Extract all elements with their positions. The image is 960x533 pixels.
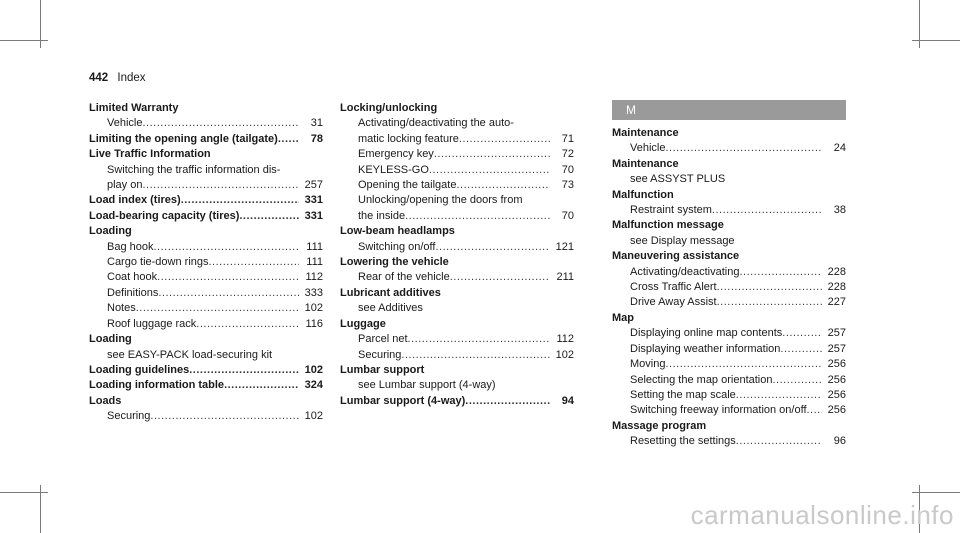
page-ref: 256: [827, 373, 846, 386]
subentry-term: KEYLESS-GO: [358, 163, 429, 176]
subentry-term: Vehicle: [107, 117, 143, 130]
subentry-term: Activating/deactivating: [630, 265, 740, 278]
index-entry-heading: Limited Warranty: [89, 102, 179, 114]
index-entry-heading: Loading: [89, 333, 132, 346]
page-ref: 256: [827, 358, 846, 371]
leader-dots: [239, 209, 299, 224]
entry-term: Lumbar support (4-way): [340, 394, 466, 407]
page-ref: 111: [306, 256, 323, 269]
index-entry-heading: [89, 132, 323, 147]
index-subentry: Activating/deactivating the auto-: [358, 117, 514, 130]
leader-dots: [158, 286, 299, 301]
entry-term: Loading guidelines: [89, 363, 190, 376]
leader-dots: [224, 378, 299, 393]
page-ref: 78: [310, 132, 323, 145]
index-entry-heading: Malfunction: [612, 188, 674, 201]
subentry-term: Securing: [358, 348, 402, 361]
index-entry-heading: Low-beam headlamps: [340, 225, 455, 238]
index-entry: [89, 193, 323, 208]
page-ref: 102: [555, 348, 574, 361]
index-subentry: [340, 178, 574, 193]
leader-dots: [712, 203, 822, 218]
index-entry-heading: Luggage: [340, 317, 386, 330]
leader-dots: [717, 295, 822, 310]
leader-dots: [782, 326, 822, 341]
subentry-term: Vehicle: [630, 142, 666, 155]
index-subentry: see Lumbar support (4-way): [358, 379, 496, 392]
index-letter-bar: M: [612, 100, 846, 120]
leader-dots: [665, 141, 822, 156]
index-subentry: Unlocking/opening the doors from: [358, 194, 523, 207]
index-subentry: [340, 209, 574, 224]
subentry-term: Coat hook: [107, 271, 158, 284]
index-entry-heading: [89, 193, 323, 208]
index-entry-heading: [89, 378, 323, 393]
index-subentry: [612, 280, 846, 295]
leader-dots: [665, 357, 822, 372]
subentry-term: Selecting the map orientation: [630, 373, 773, 386]
index-subentry: see Additives: [358, 302, 423, 315]
page-ref: 72: [561, 148, 574, 161]
entry-term: Limiting the opening angle (tailgate): [89, 132, 278, 145]
page-ref: 71: [561, 132, 574, 145]
index-entry: [612, 126, 846, 157]
subentry-term: Notes: [107, 302, 136, 315]
watermark: carmanualsonline.info: [690, 500, 954, 530]
page-ref: 257: [827, 342, 846, 355]
leader-dots: [136, 301, 299, 316]
page-ref: 111: [306, 240, 323, 253]
subentry-term: Displaying online map contents: [630, 327, 783, 340]
page-ref: 102: [304, 410, 323, 423]
index-subentry: [612, 373, 846, 388]
page-ref: 228: [827, 281, 846, 294]
page-ref: 102: [304, 363, 323, 376]
section-title: Index: [117, 72, 146, 84]
leader-dots: [408, 332, 550, 347]
index-column-2: [340, 101, 574, 409]
page-ref: 112: [305, 271, 323, 284]
index-entry: [89, 332, 323, 363]
index-subentry: [340, 332, 574, 347]
page-ref: 121: [555, 240, 574, 253]
index-subentry: [89, 301, 323, 316]
page-ref: 73: [561, 179, 574, 192]
page-ref: 331: [304, 194, 323, 207]
index-entry: [612, 188, 846, 219]
leader-dots: [150, 409, 299, 424]
page-ref: 96: [833, 435, 846, 448]
leader-dots: [736, 434, 822, 449]
leader-dots: [401, 348, 550, 363]
index-entry: [612, 419, 846, 450]
subentry-term: Parcel net: [358, 333, 408, 346]
index-entry: [89, 224, 323, 332]
leader-dots: [196, 317, 299, 332]
page-header: [89, 72, 146, 84]
index-subentry: [89, 116, 323, 131]
entry-term: Load index (tires): [89, 194, 181, 207]
index-subentry: [89, 317, 323, 332]
page-ref: 257: [827, 327, 846, 340]
leader-dots: [450, 270, 550, 285]
subentry-term: Rear of the vehicle: [358, 271, 450, 284]
subentry-term: Moving: [630, 358, 666, 371]
index-entry: [340, 363, 574, 394]
index-entry-heading: Maneuvering assistance: [612, 250, 740, 263]
index-subentry: [340, 270, 574, 285]
page-ref: 70: [561, 163, 574, 176]
index-subentry: [612, 434, 846, 449]
leader-dots: [189, 363, 299, 378]
index-column-1: [89, 101, 323, 425]
subentry-term: Securing: [107, 410, 151, 423]
subentry-term: the inside: [358, 209, 406, 222]
subentry-term: Drive Away Assist: [630, 296, 717, 309]
subentry-term: Cargo tie-down rings: [107, 256, 209, 269]
crop-mark: [0, 492, 48, 493]
crop-mark: [0, 40, 48, 41]
subentry-term: Restraint system: [630, 204, 712, 217]
index-entry-heading: Maintenance: [612, 127, 679, 139]
leader-dots: [181, 193, 299, 208]
leader-dots: [153, 240, 299, 255]
page-ref: 256: [827, 388, 846, 401]
index-entry-heading: Loads: [89, 394, 122, 407]
leader-dots: [456, 178, 550, 193]
index-subentry: [340, 240, 574, 255]
subentry-term: Emergency key: [358, 148, 434, 161]
index-entry: [340, 394, 574, 409]
index-subentry: [340, 147, 574, 162]
index-entry: [89, 394, 323, 425]
leader-dots: [739, 265, 822, 280]
index-entry-heading: Loading: [89, 225, 132, 238]
page-ref: 38: [833, 204, 846, 217]
index-subentry: see ASSYST PLUS: [630, 173, 726, 186]
index-subentry: [89, 270, 323, 285]
index-subentry: Switching the traffic information dis-: [107, 163, 281, 176]
leader-dots: [434, 147, 550, 162]
index-subentry: [612, 357, 846, 372]
page-ref: 70: [561, 209, 574, 222]
page-ref: 228: [827, 265, 846, 278]
page-ref: 31: [310, 117, 323, 130]
index-entry: [89, 147, 323, 193]
page-ref: 24: [833, 142, 846, 155]
index-entry: [612, 218, 846, 249]
index-entry-heading: [89, 363, 323, 378]
entry-term: Loading information table: [89, 379, 225, 392]
index-entry: [89, 378, 323, 393]
subentry-term: play on: [107, 179, 143, 192]
index-subentry: see EASY-PACK load-securing kit: [107, 348, 273, 361]
page-ref: 102: [304, 302, 323, 315]
index-subentry: [89, 286, 323, 301]
leader-dots: [405, 209, 550, 224]
index-entry: [612, 249, 846, 311]
subentry-term: Switching on/off: [358, 240, 436, 253]
subentry-term: Setting the map scale: [630, 388, 736, 401]
index-entry-heading: Lumbar support: [340, 363, 425, 376]
leader-dots: [278, 132, 299, 147]
index-entry: [340, 317, 574, 363]
page-ref: 331: [304, 209, 323, 222]
subentry-term: Bag hook: [107, 240, 154, 253]
leader-dots: [429, 163, 550, 178]
subentry-term: Roof luggage rack: [107, 317, 197, 330]
subentry-term: Displaying weather information: [630, 342, 781, 355]
index-entry-heading: Massage program: [612, 419, 707, 432]
index-subentry: [612, 326, 846, 341]
subentry-term: Definitions: [107, 286, 159, 299]
leader-dots: [459, 132, 550, 147]
index-column-3: [612, 101, 846, 450]
index-entry: [340, 286, 574, 317]
index-entry: [89, 101, 323, 132]
subentry-term: Cross Traffic Alert: [630, 281, 717, 294]
subentry-term: matic locking feature: [358, 132, 459, 145]
index-subentry: [89, 255, 323, 270]
index-subentry: [340, 132, 574, 147]
index-entry: [89, 132, 323, 147]
index-entry-heading: Maintenance: [612, 157, 679, 170]
index-subentry: [612, 388, 846, 403]
leader-dots: [780, 342, 822, 357]
index-subentry: [612, 203, 846, 218]
leader-dots: [142, 178, 299, 193]
entry-term: Load-bearing capacity (tires): [89, 209, 240, 222]
leader-dots: [142, 116, 299, 131]
subentry-term: Switching freeway information on/off: [630, 404, 807, 417]
index-subentry: [89, 240, 323, 255]
index-entry-heading: Malfunction message: [612, 219, 724, 232]
crop-mark: [912, 40, 960, 41]
leader-dots: [209, 255, 300, 270]
leader-dots: [717, 280, 822, 295]
index-entry-heading: Map: [612, 311, 634, 324]
page-ref: 324: [304, 379, 323, 392]
index-entry: [340, 255, 574, 286]
subentry-term: Resetting the settings: [630, 435, 736, 448]
index-subentry: [612, 295, 846, 310]
page-ref: 227: [827, 296, 846, 309]
index-entry-heading: Lubricant additives: [340, 286, 441, 299]
leader-dots: [435, 240, 550, 255]
index-subentry: [89, 178, 323, 193]
page-number: 442: [89, 72, 109, 84]
subentry-term: Opening the tailgate: [358, 179, 457, 192]
index-subentry: [612, 141, 846, 156]
page-ref: 112: [556, 333, 574, 346]
page-ref: 256: [827, 404, 846, 417]
index-entry-heading: Locking/unlocking: [340, 102, 438, 114]
index-subentry: [340, 163, 574, 178]
index-entry-heading: Live Traffic Information: [89, 148, 211, 161]
index-entry: [340, 224, 574, 255]
index-subentry: [89, 409, 323, 424]
leader-dots: [157, 270, 299, 285]
leader-dots: [736, 388, 822, 403]
page-ref: 257: [304, 179, 323, 192]
crop-mark: [912, 492, 960, 493]
index-entry-heading: Lowering the vehicle: [340, 256, 449, 269]
index-subentry: [340, 348, 574, 363]
leader-dots: [807, 403, 823, 418]
index-entry: [89, 363, 323, 378]
index-entry: [340, 101, 574, 224]
index-entry: [89, 209, 323, 224]
page-ref: 333: [304, 286, 323, 299]
index-subentry: [612, 342, 846, 357]
leader-dots: [465, 394, 550, 409]
page-ref: 94: [561, 394, 574, 407]
index-entry-heading: [340, 394, 574, 409]
index-subentry: [612, 265, 846, 280]
index-entry: [612, 311, 846, 419]
index-subentry: see Display message: [630, 234, 735, 247]
index-entry: [612, 157, 846, 188]
leader-dots: [772, 373, 822, 388]
page-ref: 116: [305, 317, 323, 330]
index-subentry: [612, 403, 846, 418]
page-ref: 211: [556, 271, 574, 284]
index-entry-heading: [89, 209, 323, 224]
